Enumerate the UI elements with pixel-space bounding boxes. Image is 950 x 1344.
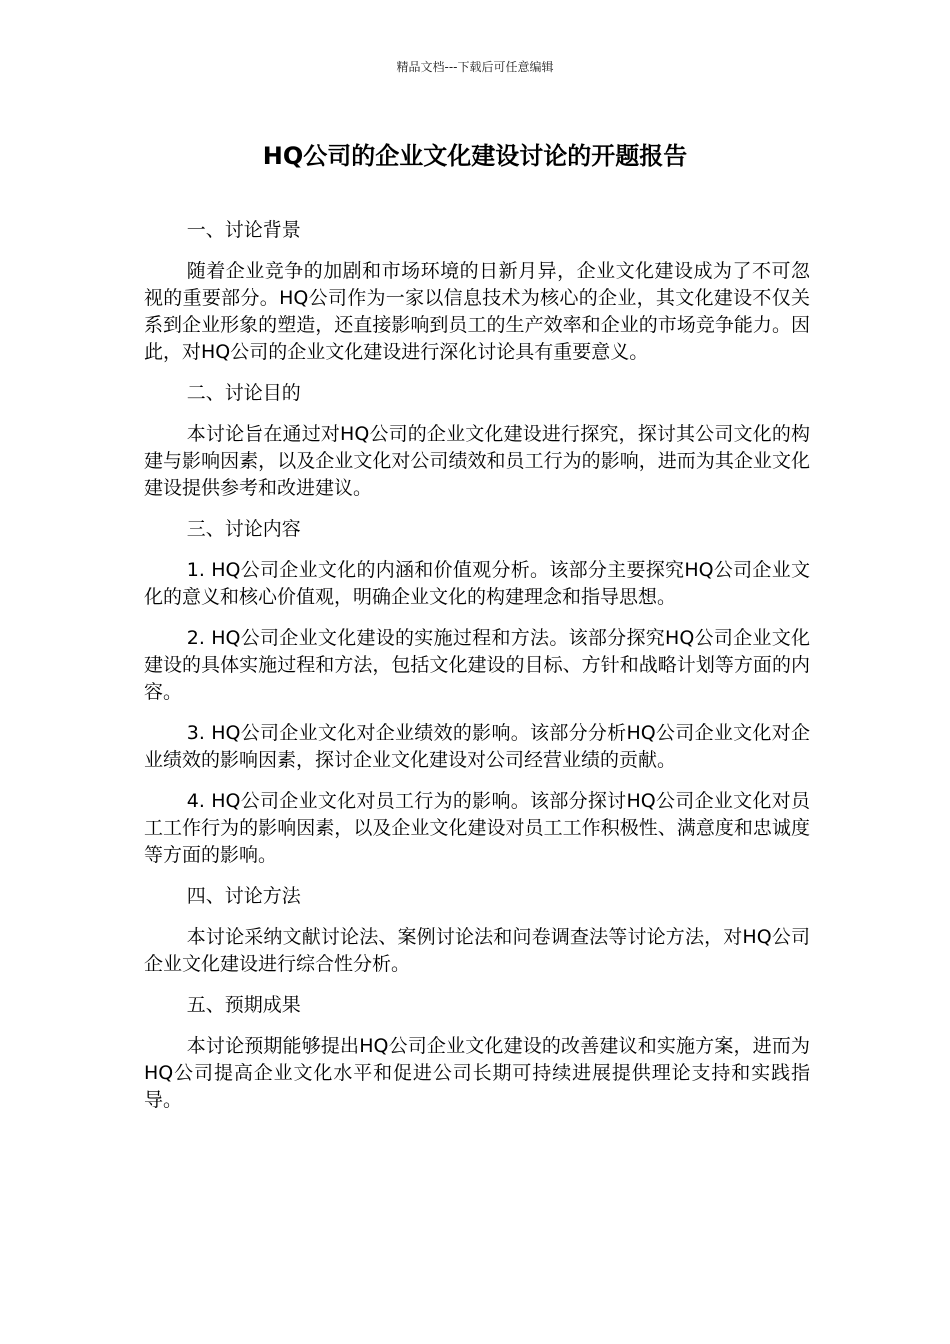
page-header: 精品文档---下载后可任意编辑 bbox=[396, 60, 554, 74]
content-item-2: 2. HQ公司企业文化建设的实施过程和方法。该部分探究HQ公司企业文化建设的具体实施过程和方法，包括文化建设的目标、方针和战略计划等方面的内容。 bbox=[144, 627, 810, 703]
section-heading-background: 一、讨论背景 bbox=[186, 219, 301, 241]
paragraph-method: 本讨论采纳文献讨论法、案例讨论法和问卷调查法等讨论方法，对HQ公司企业文化建设进行综合性分析。 bbox=[144, 926, 810, 975]
paragraph-outcome: 本讨论预期能够提出HQ公司企业文化建设的改善建议和实施方案，进而为HQ公司提高企业文化水平和促进公司长期可持续进展提供理论支持和实践指导。 bbox=[144, 1035, 810, 1111]
section-heading-purpose: 二、讨论目的 bbox=[186, 382, 301, 404]
document-title: HQ公司的企业文化建设讨论的开题报告 bbox=[262, 142, 688, 170]
paragraph-background: 随着企业竞争的加剧和市场环境的日新月异，企业文化建设成为了不可忽视的重要部分。HQ公司作为一家以信息技术为核心的企业，其文化建设不仅关系到企业形象的塑造，还直接影响到员工的生产效率和企业的市场竞争能力。因此，对HQ公司的企业文化建设进行深化讨论具有重要意义。 bbox=[144, 260, 810, 363]
section-heading-method: 四、讨论方法 bbox=[186, 885, 301, 907]
content-item-3: 3. HQ公司企业文化对企业绩效的影响。该部分分析HQ公司企业文化对企业绩效的影响因素，探讨企业文化建设对公司经营业绩的贡献。 bbox=[144, 722, 810, 771]
paragraph-purpose: 本讨论旨在通过对HQ公司的企业文化建设进行探究，探讨其公司文化的构建与影响因素，以及企业文化对公司绩效和员工行为的影响，进而为其企业文化建设提供参考和改进建议。 bbox=[144, 423, 810, 499]
content-item-4: 4. HQ公司企业文化对员工行为的影响。该部分探讨HQ公司企业文化对员工工作行为的影响因素，以及企业文化建设对员工工作积极性、满意度和忠诚度等方面的影响。 bbox=[144, 790, 810, 866]
section-heading-outcome: 五、预期成果 bbox=[186, 994, 301, 1016]
document-body bbox=[144, 217, 810, 1128]
section-heading-content: 三、讨论内容 bbox=[186, 518, 301, 540]
content-item-1: 1. HQ公司企业文化的内涵和价值观分析。该部分主要探究HQ公司企业文化的意义和核心价值观，明确企业文化的构建理念和指导思想。 bbox=[144, 559, 810, 608]
